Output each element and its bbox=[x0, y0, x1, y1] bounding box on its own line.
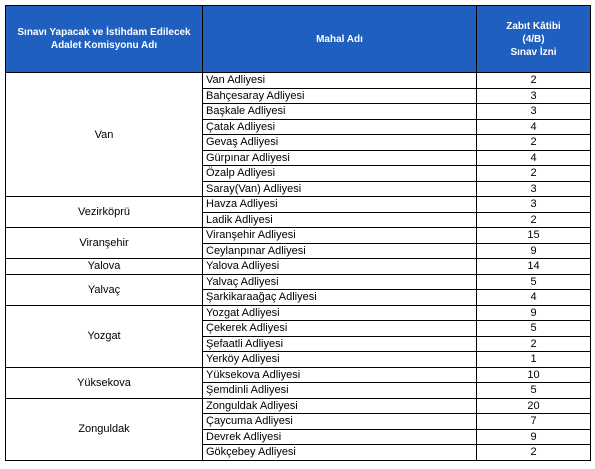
quota-cell: 9 bbox=[477, 429, 591, 445]
quota-cell: 2 bbox=[477, 336, 591, 352]
header-venue bbox=[203, 6, 477, 73]
quota-cell: 20 bbox=[477, 398, 591, 414]
court-name-cell: Gürpınar Adliyesi bbox=[203, 150, 477, 166]
court-name-cell: Saray(Van) Adliyesi bbox=[203, 181, 477, 197]
table-row bbox=[6, 305, 591, 321]
quota-cell: 2 bbox=[477, 445, 591, 461]
quota-cell: 9 bbox=[477, 305, 591, 321]
court-name-cell: Yalvaç Adliyesi bbox=[203, 274, 477, 290]
table-row bbox=[6, 73, 591, 89]
court-name-cell: Ceylanpınar Adliyesi bbox=[203, 243, 477, 259]
court-name-cell: Viranşehir Adliyesi bbox=[203, 228, 477, 244]
quota-cell: 2 bbox=[477, 166, 591, 182]
court-name-cell: Yüksekova Adliyesi bbox=[203, 367, 477, 383]
quota-cell: 10 bbox=[477, 367, 591, 383]
quota-cell: 3 bbox=[477, 181, 591, 197]
court-name-cell: Başkale Adliyesi bbox=[203, 104, 477, 120]
quota-cell: 5 bbox=[477, 383, 591, 399]
header-commission bbox=[6, 6, 203, 73]
court-name-cell: Çaycuma Adliyesi bbox=[203, 414, 477, 430]
table-body bbox=[6, 73, 591, 461]
table-row bbox=[6, 228, 591, 244]
header-quota-line1: Zabıt Kâtibi bbox=[506, 20, 561, 32]
table-row bbox=[6, 274, 591, 290]
quota-cell: 15 bbox=[477, 228, 591, 244]
court-name-cell: Yalova Adliyesi bbox=[203, 259, 477, 275]
commission-cell: Yozgat bbox=[6, 305, 203, 367]
court-name-cell: Çatak Adliyesi bbox=[203, 119, 477, 135]
quota-cell: 3 bbox=[477, 104, 591, 120]
header-commission-line2: Adalet Komisyonu Adı bbox=[50, 40, 158, 51]
quota-cell: 1 bbox=[477, 352, 591, 368]
court-name-cell: Özalp Adliyesi bbox=[203, 166, 477, 182]
header-row bbox=[6, 6, 591, 73]
quota-cell: 3 bbox=[477, 88, 591, 104]
commission-cell: Zonguldak bbox=[6, 398, 203, 460]
commission-cell: Van bbox=[6, 73, 203, 197]
table-row bbox=[6, 398, 591, 414]
court-name-cell: Yerköy Adliyesi bbox=[203, 352, 477, 368]
court-name-cell: Bahçesaray Adliyesi bbox=[203, 88, 477, 104]
court-name-cell: Havza Adliyesi bbox=[203, 197, 477, 213]
commission-cell: Yalvaç bbox=[6, 274, 203, 305]
quota-cell: 5 bbox=[477, 274, 591, 290]
court-name-cell: Van Adliyesi bbox=[203, 73, 477, 89]
quota-cell: 2 bbox=[477, 73, 591, 89]
court-name-cell: Devrek Adliyesi bbox=[203, 429, 477, 445]
header-commission-line1: Sınavı Yapacak ve İstihdam Edilecek bbox=[17, 27, 191, 38]
commission-cell: Yüksekova bbox=[6, 367, 203, 398]
header-quota-line2: (4/B) bbox=[522, 33, 545, 45]
court-name-cell: Gevaş Adliyesi bbox=[203, 135, 477, 151]
quota-cell: 9 bbox=[477, 243, 591, 259]
court-name-cell: Şemdinli Adliyesi bbox=[203, 383, 477, 399]
quota-cell: 3 bbox=[477, 197, 591, 213]
court-name-cell: Ladik Adliyesi bbox=[203, 212, 477, 228]
table-row bbox=[6, 259, 591, 275]
court-name-cell: Zonguldak Adliyesi bbox=[203, 398, 477, 414]
header-venue-label: Mahal Adı bbox=[316, 33, 363, 45]
court-name-cell: Gökçebey Adliyesi bbox=[203, 445, 477, 461]
header-quota-line3: Sınav İzni bbox=[510, 46, 557, 58]
quota-cell: 5 bbox=[477, 321, 591, 337]
quota-table bbox=[5, 5, 591, 461]
quota-cell: 4 bbox=[477, 119, 591, 135]
table-row bbox=[6, 367, 591, 383]
quota-cell: 7 bbox=[477, 414, 591, 430]
court-name-cell: Yozgat Adliyesi bbox=[203, 305, 477, 321]
header-quota bbox=[477, 6, 591, 73]
quota-cell: 4 bbox=[477, 290, 591, 306]
quota-cell: 4 bbox=[477, 150, 591, 166]
court-name-cell: Şefaatli Adliyesi bbox=[203, 336, 477, 352]
commission-cell: Yalova bbox=[6, 259, 203, 275]
quota-cell: 2 bbox=[477, 212, 591, 228]
table-header bbox=[6, 6, 591, 73]
court-name-cell: Şarkikaraağaç Adliyesi bbox=[203, 290, 477, 306]
court-name-cell: Çekerek Adliyesi bbox=[203, 321, 477, 337]
quota-table-container bbox=[5, 5, 591, 461]
quota-cell: 14 bbox=[477, 259, 591, 275]
quota-cell: 2 bbox=[477, 135, 591, 151]
commission-cell: Viranşehir bbox=[6, 228, 203, 259]
commission-cell: Vezirköprü bbox=[6, 197, 203, 228]
table-row bbox=[6, 197, 591, 213]
